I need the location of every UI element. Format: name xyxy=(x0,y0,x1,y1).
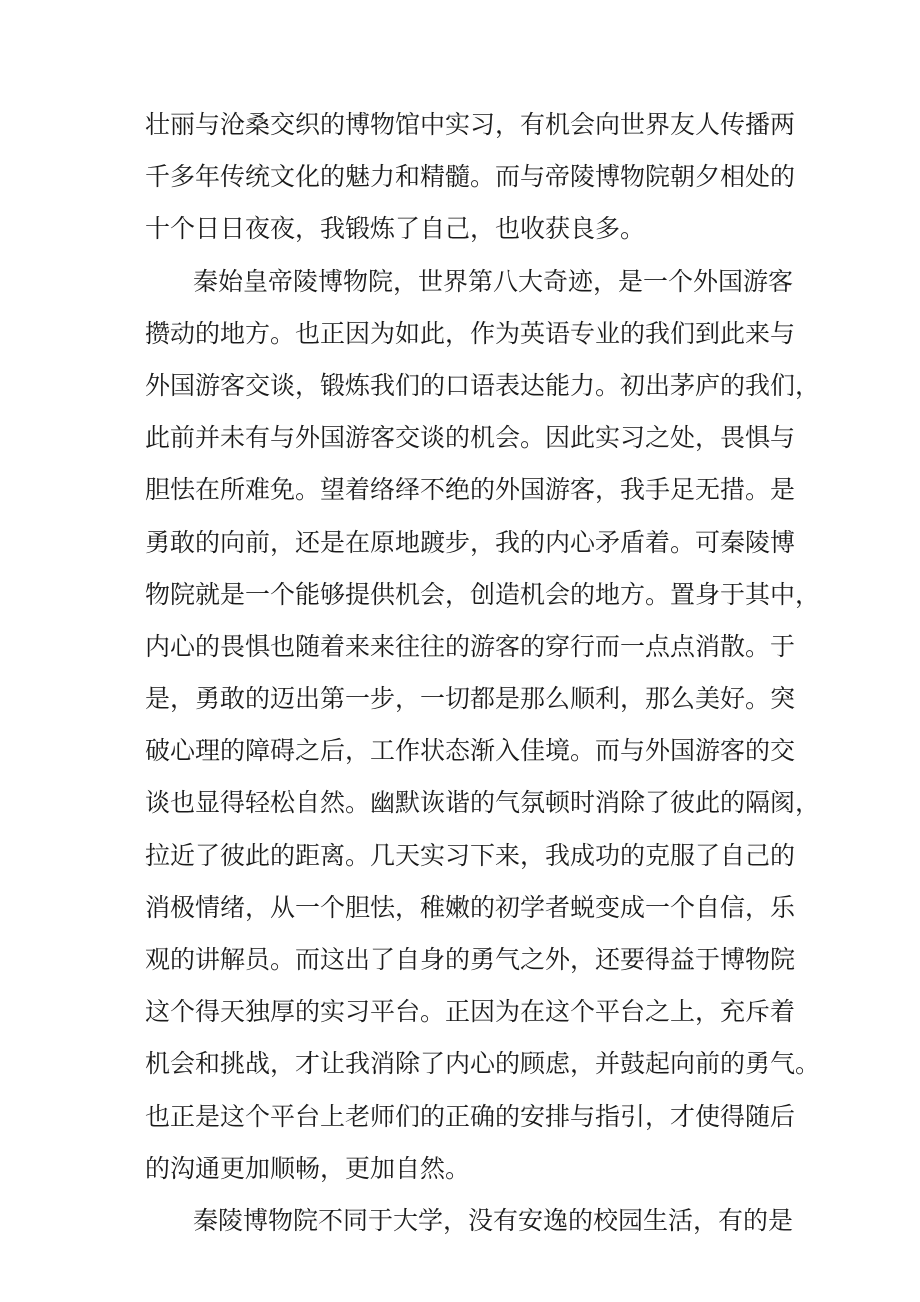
text-line: 千多年传统文化的魅力和精髓。而与帝陵博物院朝夕相处的 xyxy=(145,162,796,192)
text-line: 这个得天独厚的实习平台。正因为在这个平台之上，充斥着 xyxy=(145,997,796,1027)
text-line: 也正是这个平台上老师们的正确的安排与指引，才使得随后 xyxy=(145,1101,796,1131)
text-line: 胆怯在所难免。望着络绎不绝的外国游客，我手足无措。是 xyxy=(145,475,796,505)
text-line: 机会和挑战，才让我消除了内心的顾虑，并鼓起向前的勇气。 xyxy=(145,1049,821,1079)
text-line: 的沟通更加顺畅，更加自然。 xyxy=(145,1153,471,1183)
text-line: 消极情绪，从一个胆怯，稚嫩的初学者蜕变成一个自信，乐 xyxy=(145,892,796,922)
text-line: 秦陵博物院不同于大学，没有安逸的校园生活，有的是 xyxy=(193,1205,794,1235)
text-line: 拉近了彼此的距离。几天实习下来，我成功的克服了自己的 xyxy=(145,840,796,870)
text-line: 攒动的地方。也正因为如此，作为英语专业的我们到此来与 xyxy=(145,318,796,348)
text-line: 十个日日夜夜，我锻炼了自己，也收获良多。 xyxy=(145,214,646,244)
text-line: 破心理的障碍之后，工作状态渐入佳境。而与外国游客的交 xyxy=(145,736,796,766)
document-body xyxy=(145,99,821,1247)
text-line: 外国游客交谈，锻炼我们的口语表达能力。初出茅庐的我们， xyxy=(145,370,821,400)
text-line: 勇敢的向前，还是在原地踱步，我的内心矛盾着。可秦陵博 xyxy=(145,527,796,557)
text-line: 谈也显得轻松自然。幽默诙谐的气氛顿时消除了彼此的隔阂， xyxy=(145,788,821,818)
text-line: 物院就是一个能够提供机会，创造机会的地方。置身于其中， xyxy=(145,579,821,609)
text-line: 此前并未有与外国游客交谈的机会。因此实习之处，畏惧与 xyxy=(145,423,796,453)
text-line: 是，勇敢的迈出第一步，一切都是那么顺利，那么美好。突 xyxy=(145,684,796,714)
text-line: 秦始皇帝陵博物院，世界第八大奇迹，是一个外国游客 xyxy=(193,266,794,296)
text-line: 内心的畏惧也随着来来往往的游客的穿行而一点点消散。于 xyxy=(145,631,796,661)
text-line: 壮丽与沧桑交织的博物馆中实习，有机会向世界友人传播两 xyxy=(145,110,796,139)
text-line: 观的讲解员。而这出了自身的勇气之外，还要得益于博物院 xyxy=(145,945,796,974)
